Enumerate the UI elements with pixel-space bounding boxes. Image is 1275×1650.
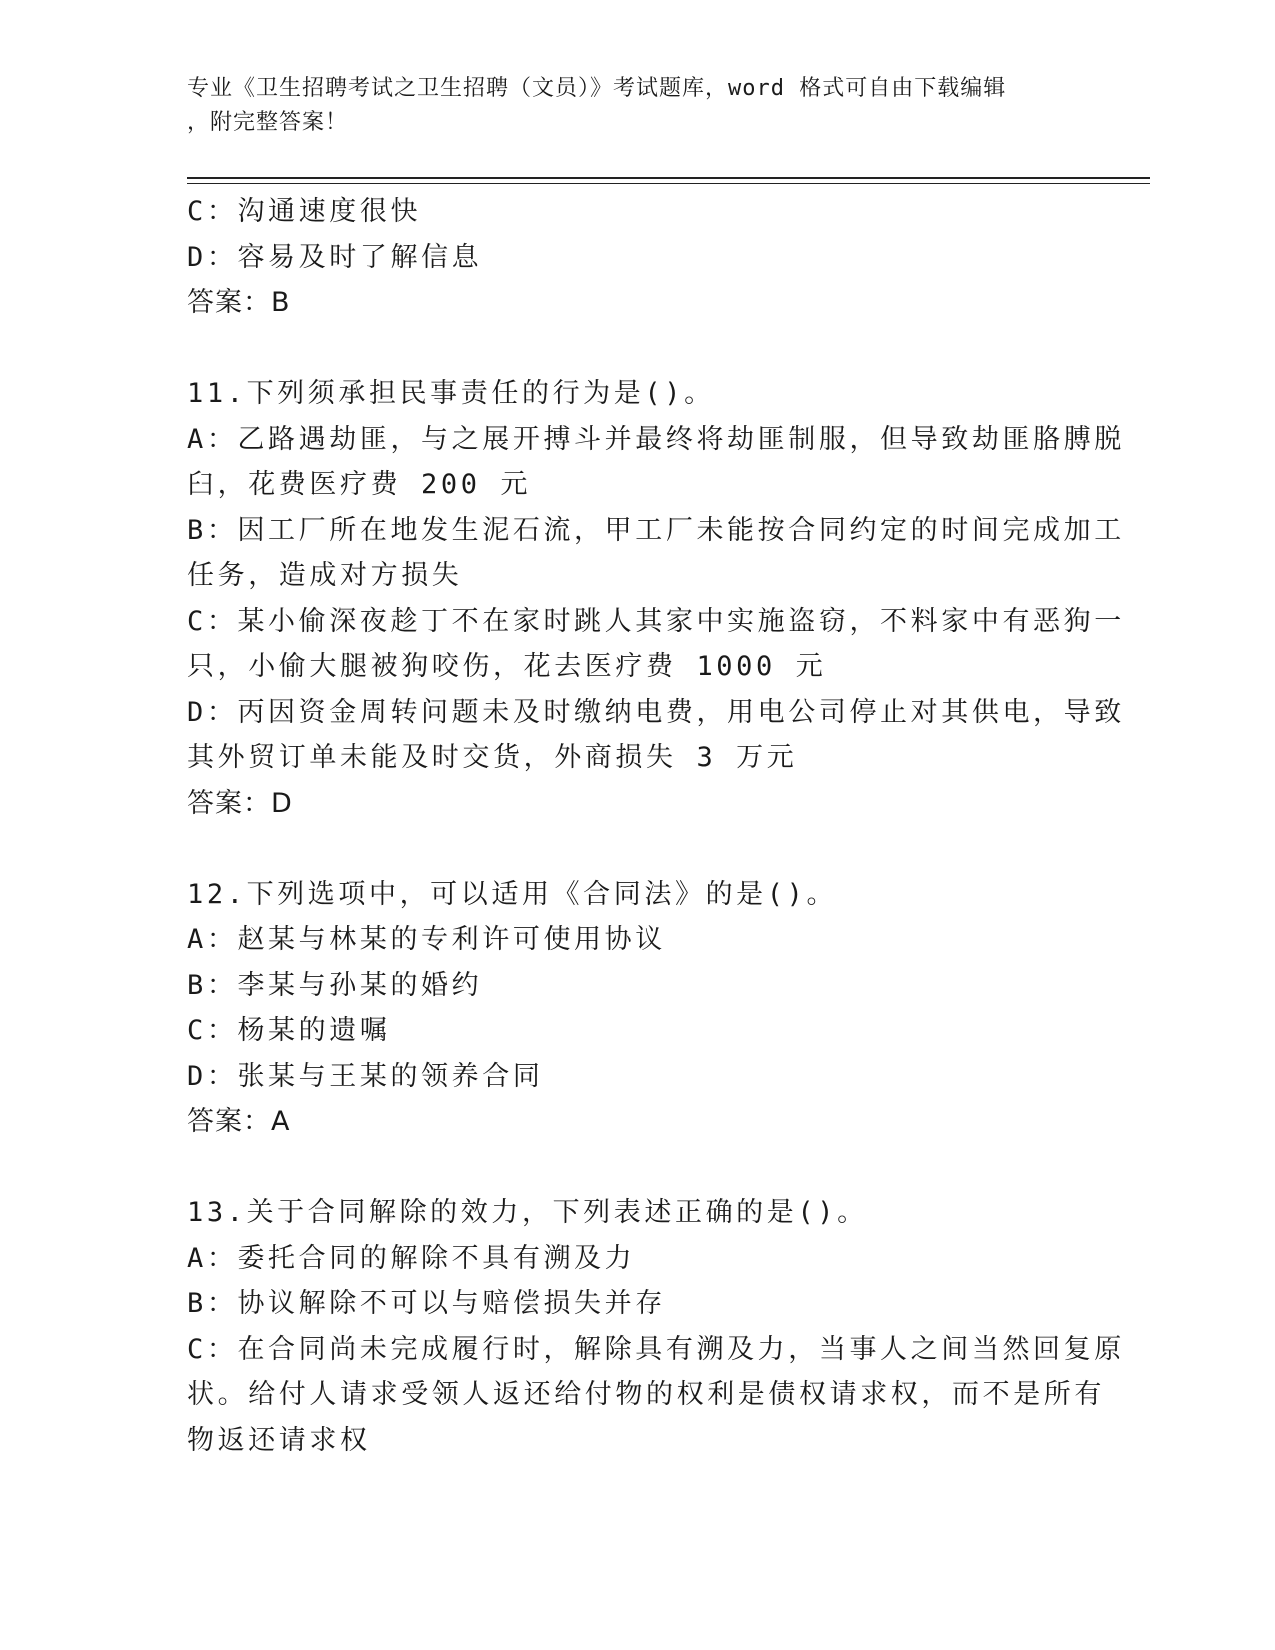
header-line-2: ，附完整答案！ <box>187 110 349 135</box>
document-header <box>187 72 1067 140</box>
option-a-line-1: A：乙路遇劫匪，与之展开搏斗并最终将劫匪制服，但导致劫匪胳膊脱 <box>187 423 1125 455</box>
option-c-line-2: 状。给付人请求受领人返还给付物的权利是债权请求权，而不是所有 <box>187 1379 1105 1410</box>
option-b: B：李某与孙某的婚约 <box>187 969 483 1001</box>
option-a: A：委托合同的解除不具有溯及力 <box>187 1242 636 1274</box>
question-13 <box>187 1190 1125 1463</box>
option-d-line-2: 其外贸订单未能及时交货，外商损失 3 万元 <box>187 742 798 773</box>
option-b-line-1: B：因工厂所在地发生泥石流，甲工厂未能按合同约定的时间完成加工 <box>187 514 1125 546</box>
header-divider-thick <box>187 177 1150 179</box>
option-c-line-1: C：在合同尚未完成履行时，解除具有溯及力，当事人之间当然回复原 <box>187 1333 1125 1365</box>
option-b: B：协议解除不可以与赔偿损失并存 <box>187 1288 666 1319</box>
option-c: C：沟通速度很快 <box>187 196 422 227</box>
option-b-line-2: 任务，造成对方损失 <box>187 560 463 591</box>
option-c: C：杨某的遗嘱 <box>187 1015 391 1046</box>
option-d-line-1: D：丙因资金周转问题未及时缴纳电费，用电公司停止对其供电，导致 <box>187 696 1125 728</box>
option-a: A：赵某与林某的专利许可使用协议 <box>187 924 666 955</box>
answer: 答案：D <box>187 787 293 819</box>
option-c-line-2: 只，小偷大腿被狗咬伤，花去医疗费 1000 元 <box>187 651 827 682</box>
option-d: D：张某与王某的领养合同 <box>187 1060 544 1092</box>
option-c-line-1: C：某小偷深夜趁丁不在家时跳人其家中实施盗窃，不料家中有恶狗一 <box>187 605 1125 637</box>
question-stem: 13.关于合同解除的效力，下列表述正确的是()。 <box>187 1197 868 1228</box>
option-c-line-3: 物返还请求权 <box>187 1424 371 1456</box>
answer: 答案：B <box>187 287 291 318</box>
question-stem: 11.下列须承担民事责任的行为是()。 <box>187 378 715 409</box>
previous-question <box>187 189 1087 326</box>
option-a-line-2: 臼，花费医疗费 200 元 <box>187 469 532 500</box>
question-stem: 12.下列选项中，可以适用《合同法》的是()。 <box>187 878 838 910</box>
header-line-1: 专业《卫生招聘考试之卫生招聘（文员）》考试题库，word 格式可自由下载编辑 <box>187 76 1007 101</box>
option-d: D：容易及时了解信息 <box>187 241 483 273</box>
question-11 <box>187 371 1125 826</box>
header-divider-thin <box>187 183 1150 184</box>
answer: 答案：A <box>187 1106 291 1137</box>
question-content <box>187 189 1125 1463</box>
question-12 <box>187 872 1087 1145</box>
